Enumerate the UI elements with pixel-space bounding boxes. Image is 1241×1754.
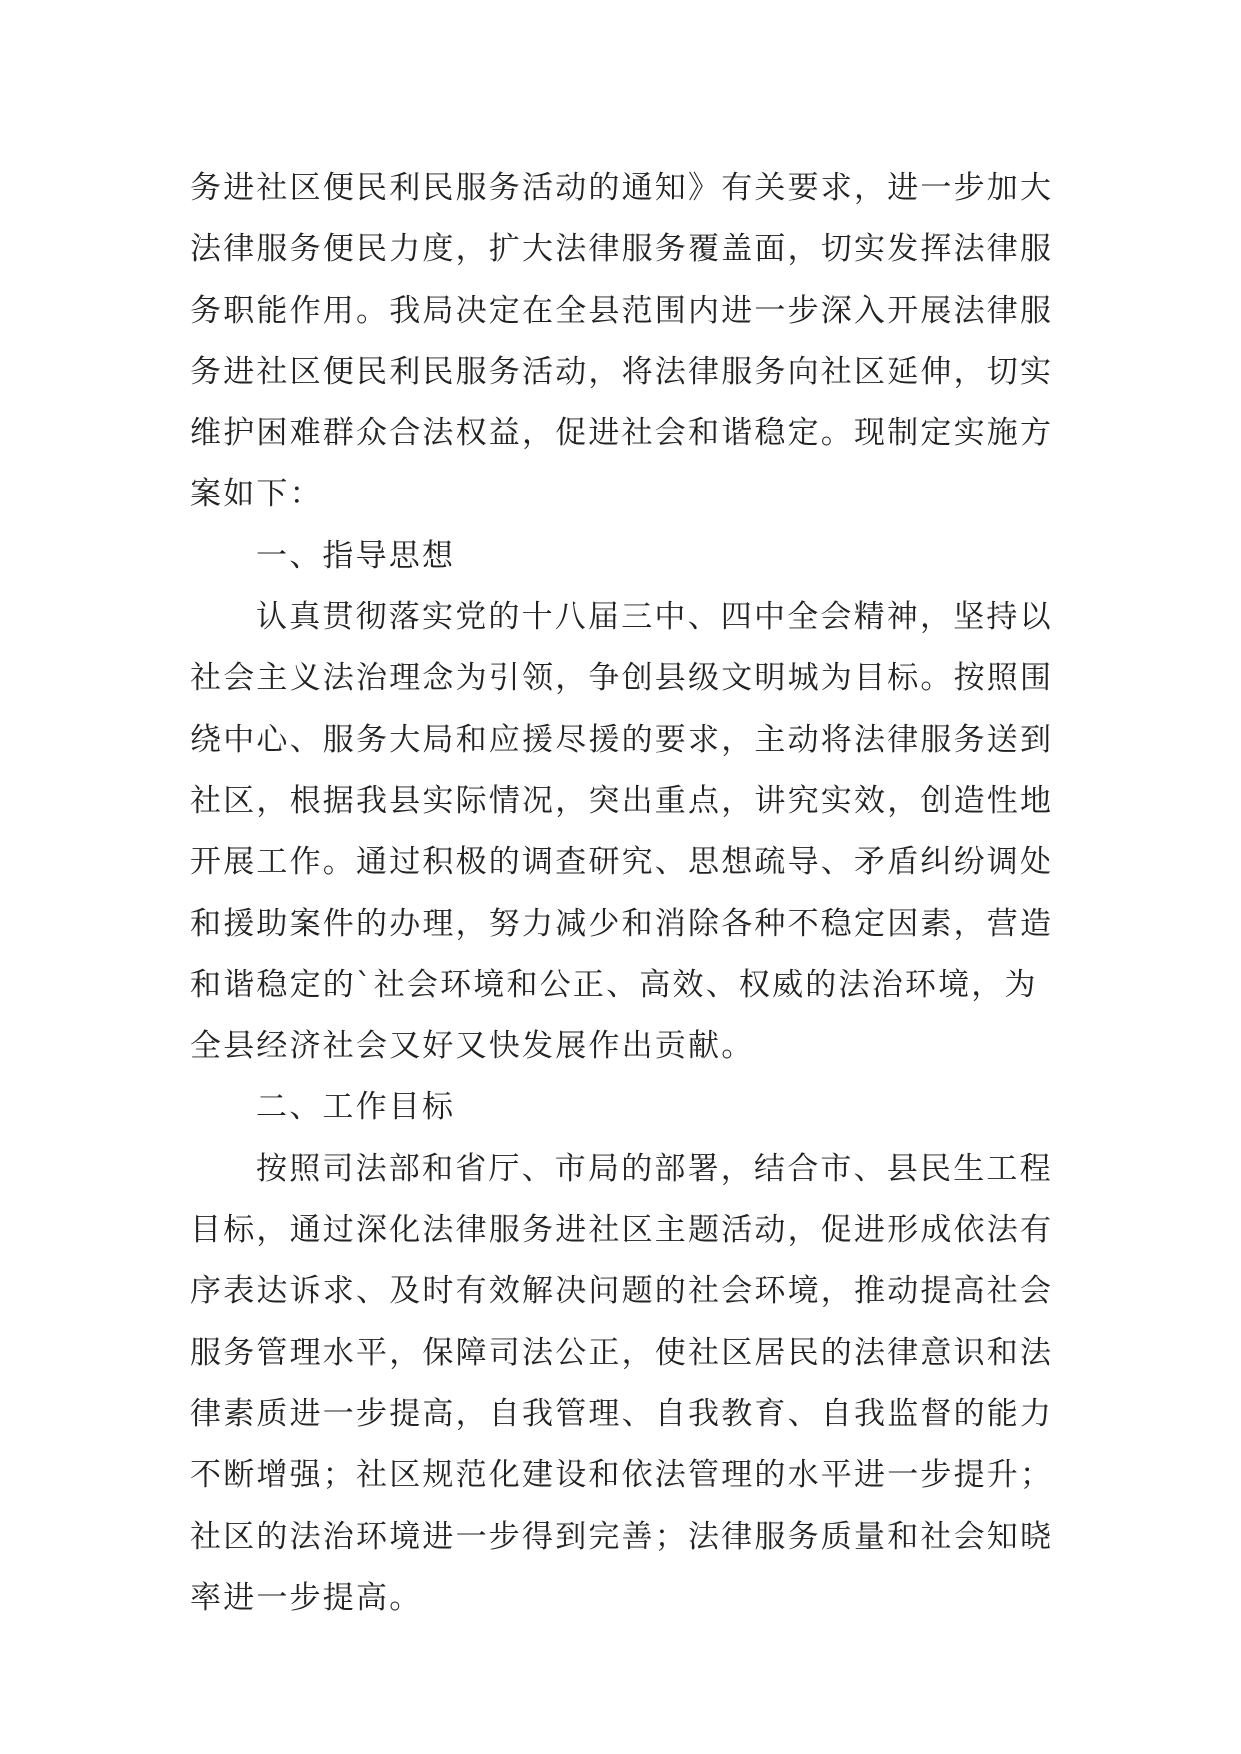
text-line: 认真贯彻落实党的十八届三中、四中全会精神，坚持以 <box>256 599 1053 636</box>
section-heading-work-goals <box>190 1077 1070 1138</box>
text-line: 务进社区便民利民服务活动的通知》有关要求，进一步加大 <box>190 170 1054 206</box>
text-line: 和援助案件的办理，努力减少和消除各种不稳定因素，营造 <box>190 905 1054 942</box>
text-line: 维护困难群众合法权益，促进社会和谐稳定。现制定实施方 <box>190 415 1054 452</box>
text-line: 务进社区便民利民服务活动，将法律服务向社区延伸，切实 <box>190 353 1054 390</box>
text-line: 序表达诉求、及时有效解决问题的社会环境，推动提高社会 <box>190 1273 1054 1310</box>
text-line: 社区的法治环境进一步得到完善；法律服务质量和社会知晓 <box>190 1518 1054 1555</box>
text-line: 按照司法部和省厅、市局的部署，结合市、县民生工程 <box>256 1150 1053 1187</box>
text-line: 服务管理水平，保障司法公正，使社区居民的法律意识和法 <box>190 1334 1054 1371</box>
text-line: 法律服务便民力度，扩大法律服务覆盖面，切实发挥法律服 <box>190 231 1054 268</box>
text-line: 案如下： <box>190 476 323 513</box>
text-line: 绕中心、服务大局和应援尽援的要求，主动将法律服务送到 <box>190 721 1054 758</box>
text-line: 全县经济社会又好又快发展作出贡献。 <box>190 1028 755 1065</box>
document-body <box>190 158 1070 1629</box>
text-line: 社会主义法治理念为引领，争创县级文明城为目标。按照围 <box>190 660 1054 697</box>
text-line: 不断增强；社区规范化建设和依法管理的水平进一步提升； <box>190 1457 1054 1494</box>
text-line: 律素质进一步提高，自我管理、自我教育、自我监督的能力 <box>190 1395 1054 1432</box>
text-line: 社区，根据我县实际情况，突出重点，讲究实效，创造性地 <box>190 782 1054 819</box>
section-heading-guiding-ideology <box>190 526 1070 587</box>
text-line: 和谐稳定的`社会环境和公正、高效、权威的法治环境，为 <box>190 966 1038 1003</box>
section-heading: 一、指导思想 <box>256 537 456 574</box>
text-line: 务职能作用。我局决定在全县范围内进一步深入开展法律服 <box>190 292 1054 329</box>
intro-paragraph <box>190 158 1070 526</box>
guiding-ideology-paragraph <box>190 587 1070 1077</box>
section-heading: 二、工作目标 <box>256 1089 456 1126</box>
text-line: 率进一步提高。 <box>190 1579 423 1616</box>
text-line: 目标，通过深化法律服务进社区主题活动，促进形成依法有 <box>190 1212 1054 1249</box>
text-line: 开展工作。通过积极的调查研究、思想疏导、矛盾纠纷调处 <box>190 844 1054 881</box>
work-goals-paragraph <box>190 1139 1070 1629</box>
